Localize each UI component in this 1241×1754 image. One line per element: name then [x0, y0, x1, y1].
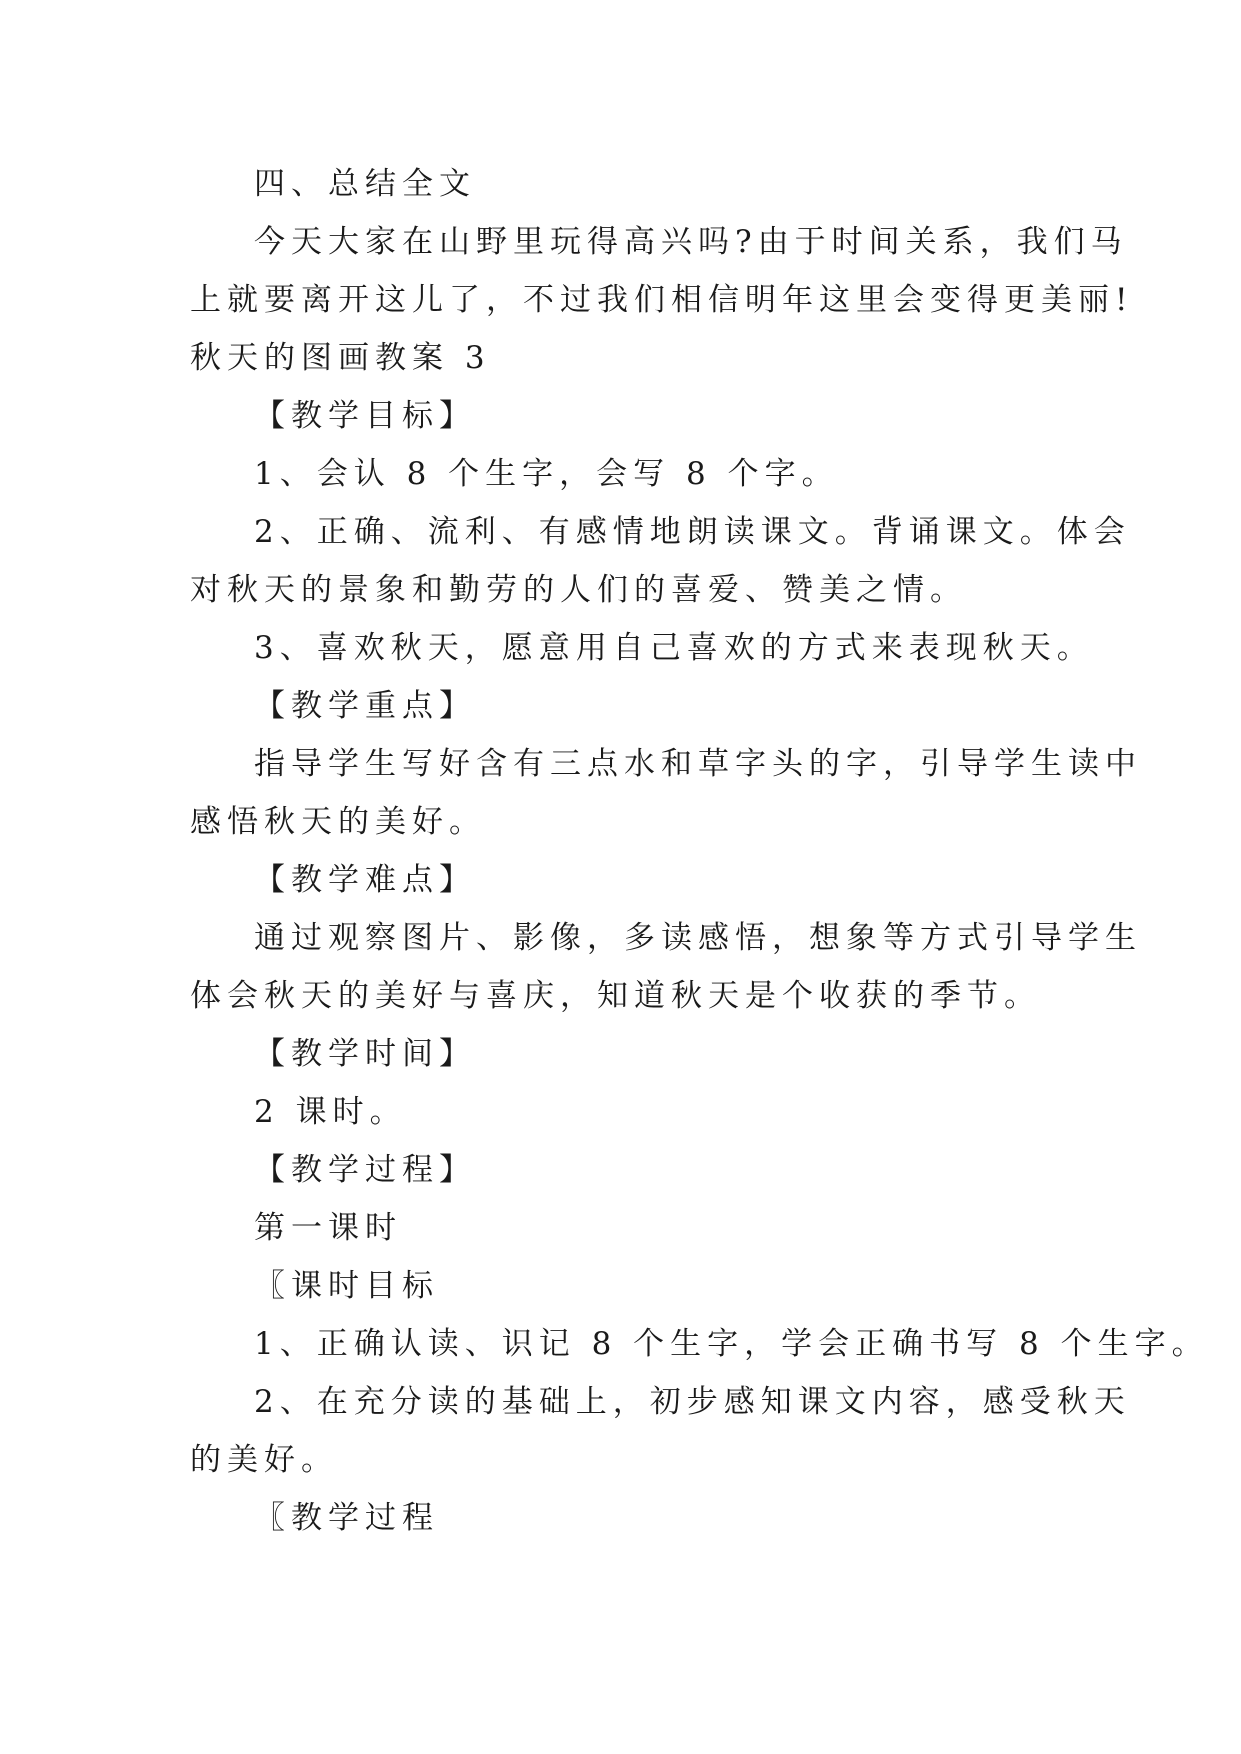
section-heading: 【教学难点】 [254, 862, 476, 898]
subsection-heading: 第一课时 [254, 1210, 402, 1246]
paragraph-line: 感悟秋天的美好。 [190, 804, 486, 840]
subsection-heading: 〖课时目标 [254, 1268, 439, 1304]
paragraph-line: 指导学生写好含有三点水和草字头的字，引导学生读中 [254, 746, 1142, 782]
paragraph-line: 通过观察图片、影像，多读感悟，想象等方式引导学生 [254, 920, 1142, 956]
list-item: 1、会认 8 个生字，会写 8 个字。 [254, 456, 839, 492]
section-heading: 【教学重点】 [254, 688, 476, 724]
section-heading: 【教学目标】 [254, 398, 476, 434]
section-heading: 四、总结全文 [254, 166, 476, 202]
section-heading: 【教学过程】 [254, 1152, 476, 1188]
paragraph-line: 体会秋天的美好与喜庆，知道秋天是个收获的季节。 [190, 978, 1041, 1014]
paragraph-line: 上就要离开这儿了，不过我们相信明年这里会变得更美丽! [190, 282, 1134, 318]
list-item: 1、正确认读、识记 8 个生字，学会正确书写 8 个生字。 [254, 1326, 1209, 1362]
paragraph-line: 今天大家在山野里玩得高兴吗?由于时间关系，我们马 [254, 224, 1128, 260]
section-heading: 【教学时间】 [254, 1036, 476, 1072]
list-item: 2、正确、流利、有感情地朗读课文。背诵课文。体会 [254, 514, 1131, 550]
list-item: 3、喜欢秋天，愿意用自己喜欢的方式来表现秋天。 [254, 630, 1094, 666]
paragraph-line: 的美好。 [190, 1442, 338, 1478]
document-title: 秋天的图画教案 3 [190, 340, 491, 376]
paragraph-line: 对秋天的景象和勤劳的人们的喜爱、赞美之情。 [190, 572, 967, 608]
paragraph-line: 2 课时。 [254, 1094, 407, 1130]
list-item: 2、在充分读的基础上，初步感知课文内容，感受秋天 [254, 1384, 1131, 1420]
subsection-heading: 〖教学过程 [254, 1500, 439, 1536]
